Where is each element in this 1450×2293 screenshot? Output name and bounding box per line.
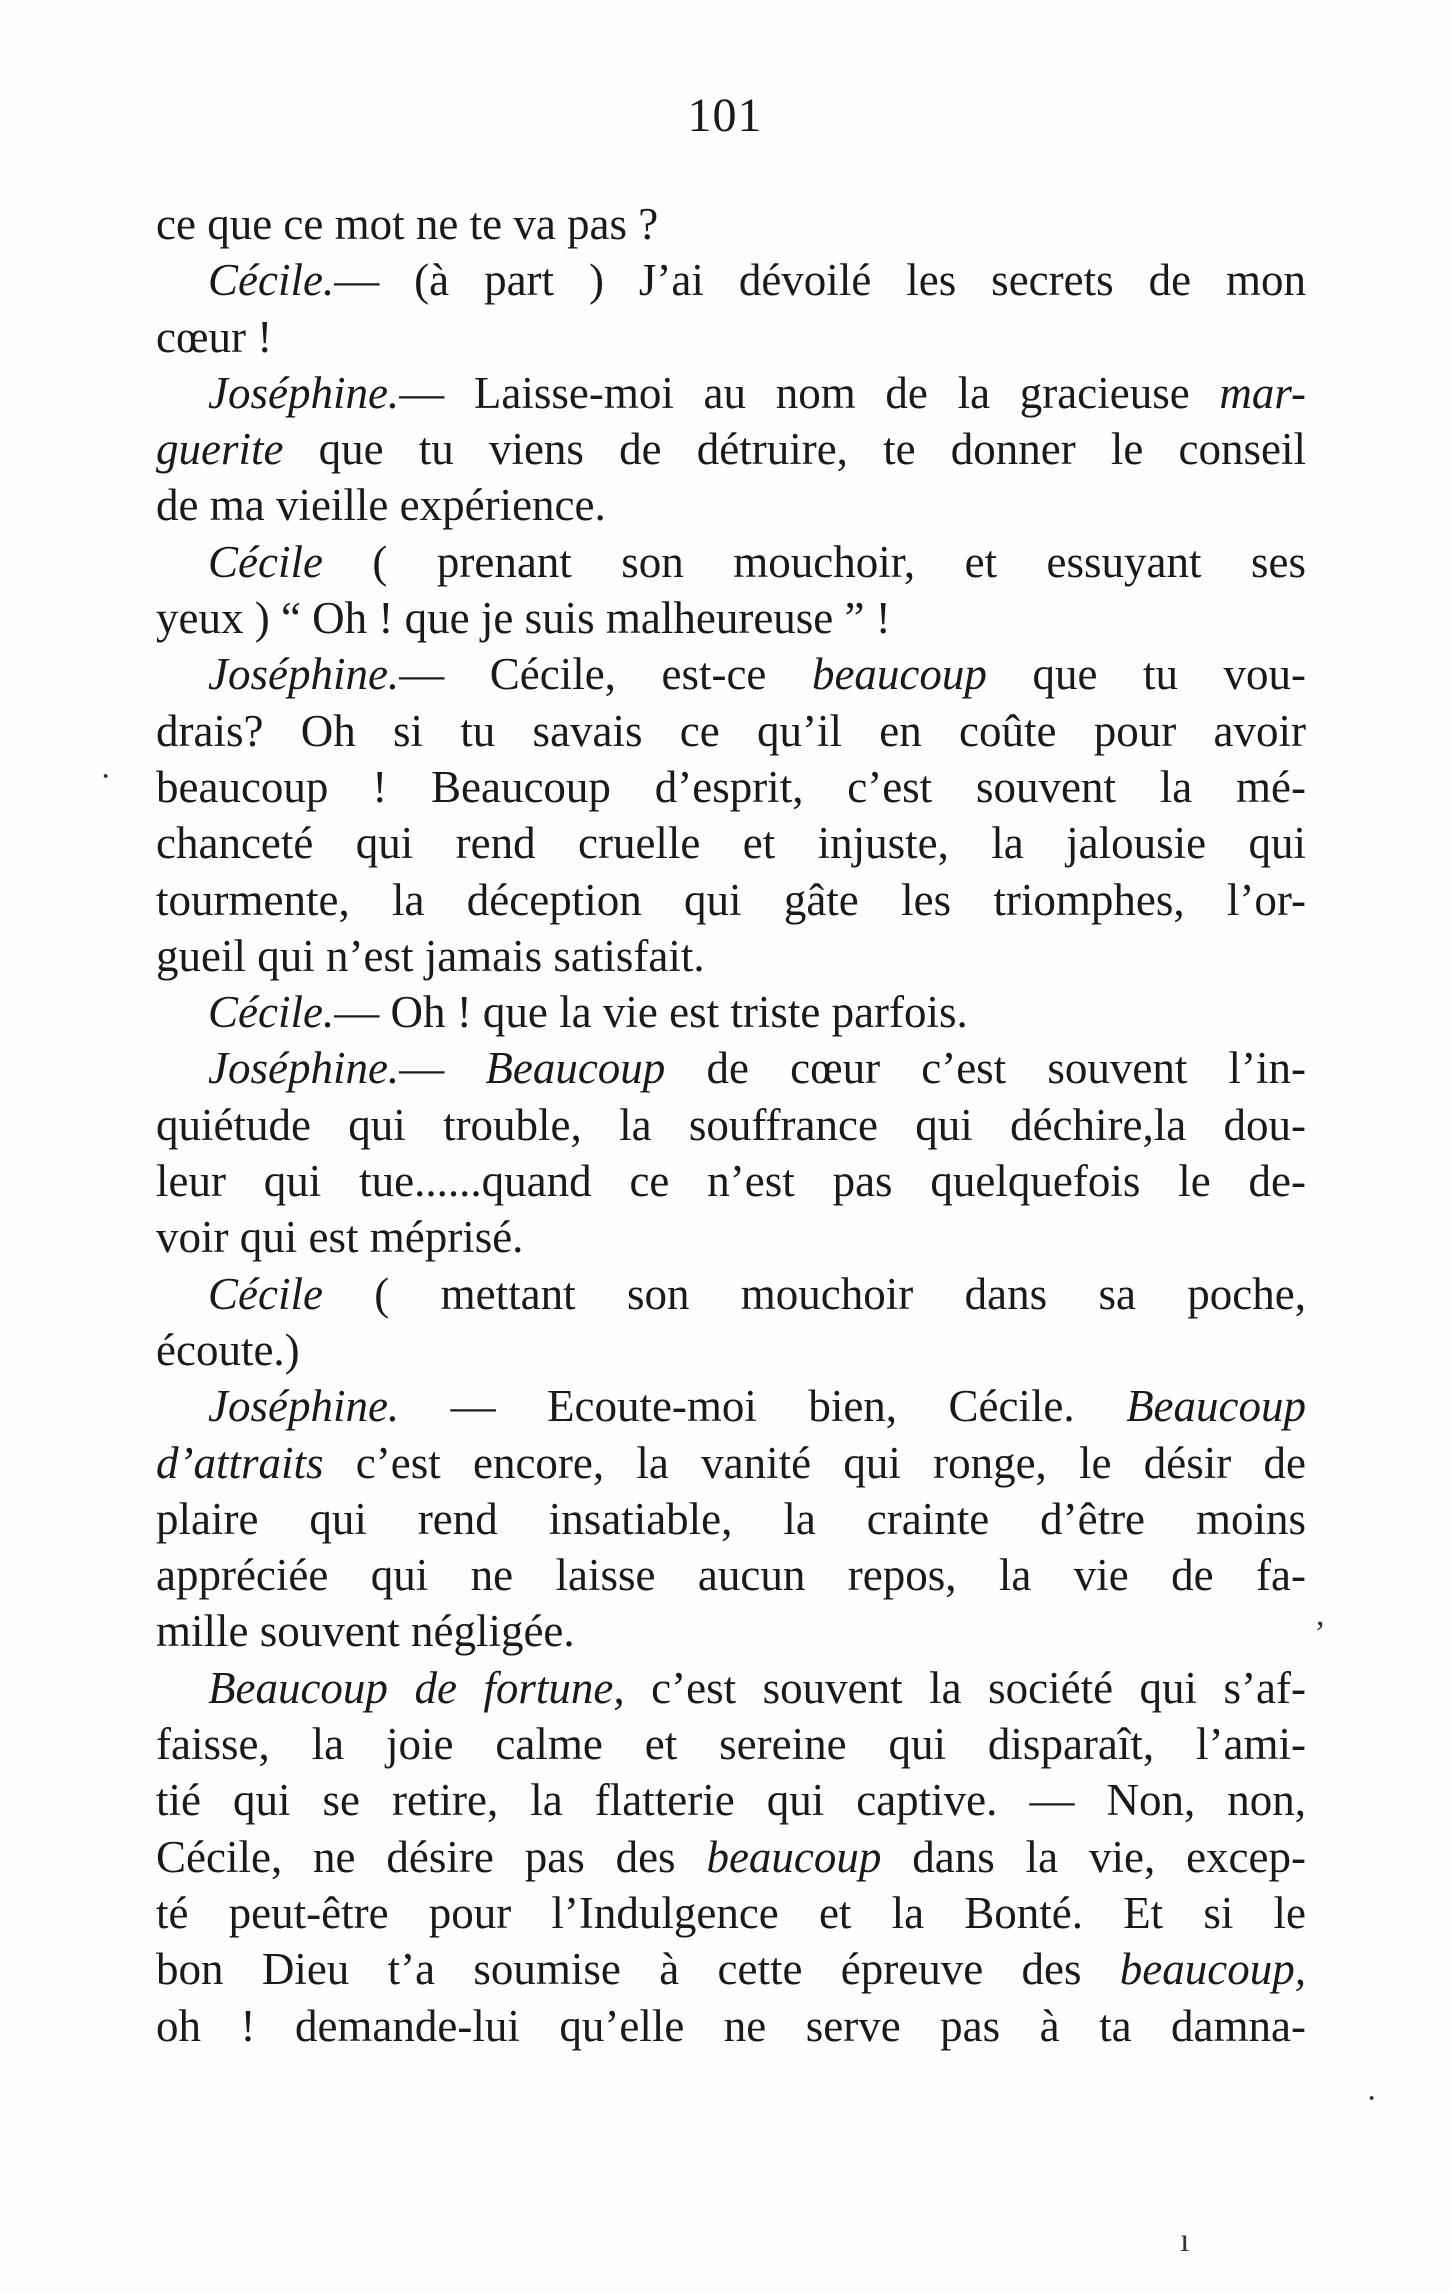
text-segment: — Oh ! que la vie est triste parfois.: [334, 987, 968, 1038]
text-segment: c’est souvent la société qui s’af-: [624, 1662, 1306, 1713]
text-line: [156, 1603, 1306, 1659]
italic-text: Joséphine.: [208, 1381, 400, 1432]
text-segment: mille souvent négligée.: [156, 1606, 575, 1657]
text-segment: voir qui est méprisé.: [156, 1212, 524, 1263]
text-line: [156, 984, 1306, 1040]
text-line: [156, 1941, 1306, 1997]
text-segment: appréciée qui ne laisse aucun repos, la vie de fa-: [156, 1550, 1306, 1601]
text-line: [156, 590, 1306, 646]
text-segment: que tu viens de détruire, te donner le conseil: [283, 424, 1306, 475]
text-segment: tié qui se retire, la flatterie qui captive. — Non, non,: [156, 1775, 1306, 1826]
text-line: [156, 1040, 1306, 1096]
text-line: [156, 1885, 1306, 1941]
text-segment: leur qui tue......quand ce n’est pas quelquefois le de-: [156, 1156, 1306, 1207]
italic-text: Cécile.: [208, 255, 335, 306]
text-line: [156, 1829, 1306, 1885]
text-line: [156, 309, 1306, 365]
text-segment: — (à part ) J’ai dévoilé les secrets de mon: [334, 255, 1306, 306]
stray-mark: ı: [1180, 2222, 1190, 2259]
text-line: [156, 1322, 1306, 1378]
text-segment: chanceté qui rend cruelle et injuste, la jalousie qui: [156, 818, 1306, 869]
text-line: [156, 872, 1306, 928]
text-line: [156, 1378, 1306, 1434]
text-segment: — Laisse-moi au nom de la gracieuse: [399, 367, 1220, 418]
text-segment: — Cécile, est-ce: [399, 649, 812, 700]
text-segment: de cœur c’est souvent l’in-: [665, 1043, 1306, 1094]
text-line: [156, 1772, 1306, 1828]
text-segment: tourmente, la déception qui gâte les triomphes, l’or-: [156, 874, 1306, 925]
italic-text: Beaucoup: [1126, 1381, 1306, 1432]
text-segment: Cécile, ne désire pas des: [156, 1831, 707, 1882]
italic-text: Cécile: [208, 1268, 323, 1319]
italic-text: Beaucoup de fortune,: [208, 1662, 625, 1713]
text-segment: yeux ) “ Oh ! que je suis malheureuse ” !: [156, 593, 891, 644]
text-line: [156, 815, 1306, 871]
text-segment: bon Dieu t’a soumise à cette épreuve des: [156, 1944, 1120, 1995]
text-segment: — Ecoute-moi bien, Cécile.: [399, 1381, 1127, 1432]
text-line: [156, 703, 1306, 759]
italic-text: beaucoup,: [1119, 1944, 1306, 1995]
italic-text: Joséphine.: [208, 367, 400, 418]
text-line: [156, 928, 1306, 984]
text-line: [156, 1998, 1306, 2054]
text-line: [156, 1097, 1306, 1153]
text-line: [156, 252, 1306, 308]
text-segment: drais? Oh si tu savais ce qu’il en coûte pour avoir: [156, 705, 1306, 756]
italic-text: guerite: [156, 424, 284, 475]
text-segment: beaucoup ! Beaucoup d’esprit, c’est souvent la mé-: [156, 761, 1306, 812]
text-segment: c’est encore, la vanité qui ronge, le désir de: [323, 1437, 1306, 1488]
text-line: [156, 477, 1306, 533]
text-line: [156, 646, 1306, 702]
text-segment: —: [399, 1043, 486, 1094]
italic-text: Beaucoup: [485, 1043, 666, 1094]
italic-text: mar-: [1219, 367, 1306, 418]
text-line: [156, 196, 1306, 252]
italic-text: beaucoup: [811, 649, 987, 700]
stray-mark: ,: [1316, 1596, 1325, 1633]
italic-text: Joséphine.: [208, 649, 400, 700]
stray-mark: ·: [100, 758, 112, 795]
text-segment: dans la vie, excep-: [881, 1831, 1306, 1882]
italic-text: d’attraits: [156, 1437, 324, 1488]
italic-text: Cécile.: [208, 987, 335, 1038]
text-segment: ce que ce mot ne te va pas ?: [156, 199, 659, 249]
text-segment: écoute.): [156, 1324, 300, 1375]
text-segment: plaire qui rend insatiable, la crainte d’être moins: [156, 1493, 1306, 1544]
text-line: [156, 1660, 1306, 1716]
text-line: [156, 1547, 1306, 1603]
body-text: [156, 196, 1306, 2054]
text-segment: faisse, la joie calme et sereine qui disparaît, l’ami-: [156, 1719, 1306, 1770]
text-line: [156, 421, 1306, 477]
text-segment: té peut-être pour l’Indulgence et la Bonté. Et si le: [156, 1887, 1306, 1938]
text-line: [156, 1153, 1306, 1209]
text-segment: que tu vou-: [986, 649, 1306, 700]
text-line: [156, 1491, 1306, 1547]
text-line: [156, 1209, 1306, 1265]
text-segment: oh ! demande-lui qu’elle ne serve pas à ta damna-: [156, 2000, 1306, 2051]
text-line: [156, 534, 1306, 590]
text-line: [156, 759, 1306, 815]
text-segment: ( mettant son mouchoir dans sa poche,: [322, 1268, 1306, 1319]
text-segment: cœur !: [156, 311, 273, 362]
text-segment: de ma vieille expérience.: [156, 480, 606, 531]
italic-text: Cécile: [208, 536, 323, 587]
page-number: 101: [687, 89, 763, 142]
text-line: [156, 1435, 1306, 1491]
text-line: [156, 1716, 1306, 1772]
italic-text: Joséphine.: [208, 1043, 400, 1094]
text-line: [156, 1266, 1306, 1322]
italic-text: beaucoup: [706, 1831, 882, 1882]
text-segment: quiétude qui trouble, la souffrance qui déchire,la dou-: [156, 1099, 1306, 1150]
stray-mark: ·: [1366, 2080, 1378, 2117]
text-segment: ( prenant son mouchoir, et essuyant ses: [322, 536, 1306, 587]
text-line: [156, 365, 1306, 421]
text-segment: gueil qui n’est jamais satisfait.: [156, 930, 705, 981]
